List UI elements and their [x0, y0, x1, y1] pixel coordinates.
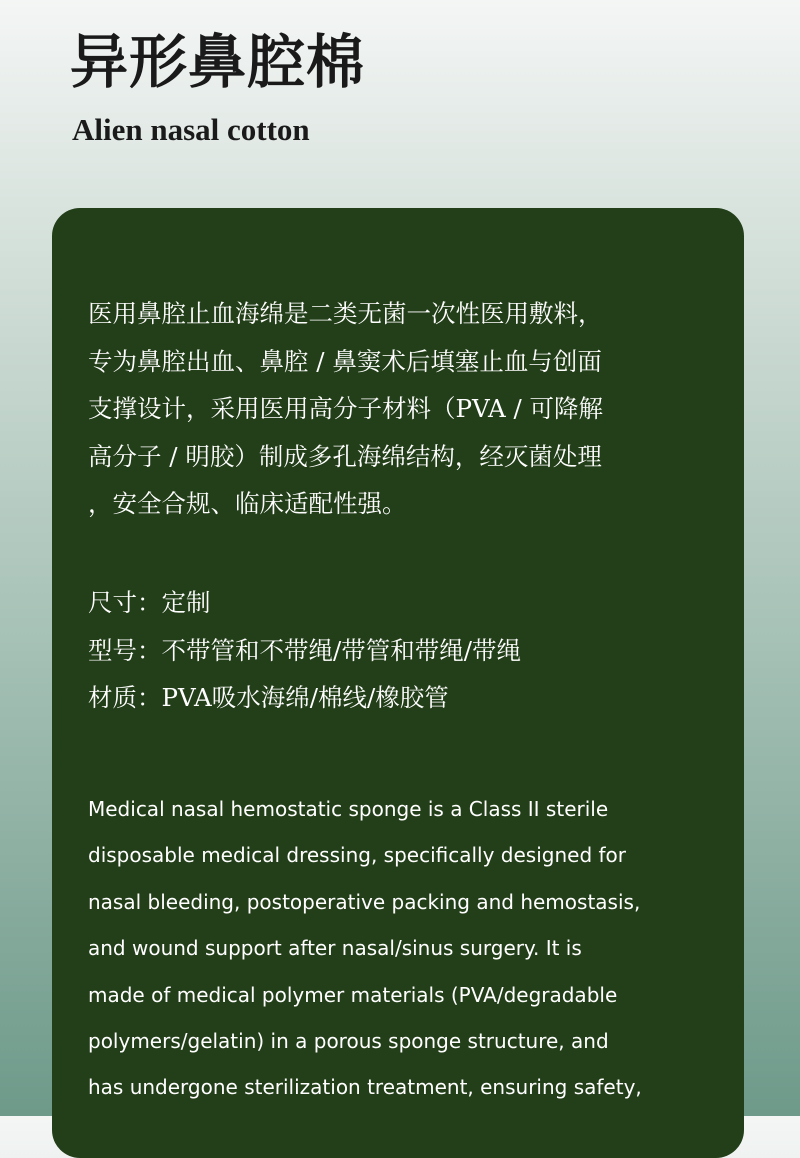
description-en-line: nasal bleeding, postoperative packing and hemostasis, — [88, 889, 641, 914]
spec-material — [88, 674, 728, 722]
description-en-line: Medical nasal hemostatic sponge is a Class II sterile — [88, 797, 609, 821]
description-zh-line: 医用鼻腔止血海绵是二类无菌一次性医用敷料， — [88, 299, 603, 328]
spec-size-value: 定制 — [161, 588, 211, 617]
description-zh-line: ，安全合规、临床适配性强。 — [88, 489, 407, 518]
description-en-line: disposable medical dressing, specifically designed for — [88, 843, 626, 868]
page-title: 异形鼻腔棉 — [70, 28, 366, 96]
description-zh-line: 高分子 / 明胶）制成多孔海绵结构，经灭菌处理 — [88, 441, 602, 471]
spec-model — [88, 627, 728, 675]
spec-size-label: 尺寸： — [88, 588, 162, 617]
description-en-line: made of medical polymer materials (PVA/degradable — [88, 982, 618, 1007]
spec-material-label: 材质： — [88, 683, 162, 712]
spec-list — [88, 579, 728, 722]
description-zh-line: 支撑设计，采用医用高分子材料（PVA / 可降解 — [88, 394, 604, 423]
description-zh — [88, 290, 728, 528]
spec-material-value: PVA吸水海绵/棉线/橡胶管 — [161, 683, 449, 712]
page-subtitle: Alien nasal cotton — [72, 112, 310, 147]
product-info-card — [52, 208, 744, 1158]
spec-size — [88, 579, 728, 627]
spec-model-value: 不带管和不带绳/带管和带绳/带绳 — [161, 635, 522, 665]
description-en — [88, 786, 728, 1111]
description-en-line: and wound support after nasal/sinus surgery. It is — [88, 936, 582, 961]
description-en-line: has undergone sterilization treatment, ensuring safety, — [88, 1075, 642, 1100]
spec-model-label: 型号： — [88, 635, 162, 665]
description-en-line: polymers/gelatin) in a porous sponge structure, and — [88, 1029, 609, 1054]
description-zh-line: 专为鼻腔出血、鼻腔 / 鼻窦术后填塞止血与创面 — [88, 346, 602, 376]
